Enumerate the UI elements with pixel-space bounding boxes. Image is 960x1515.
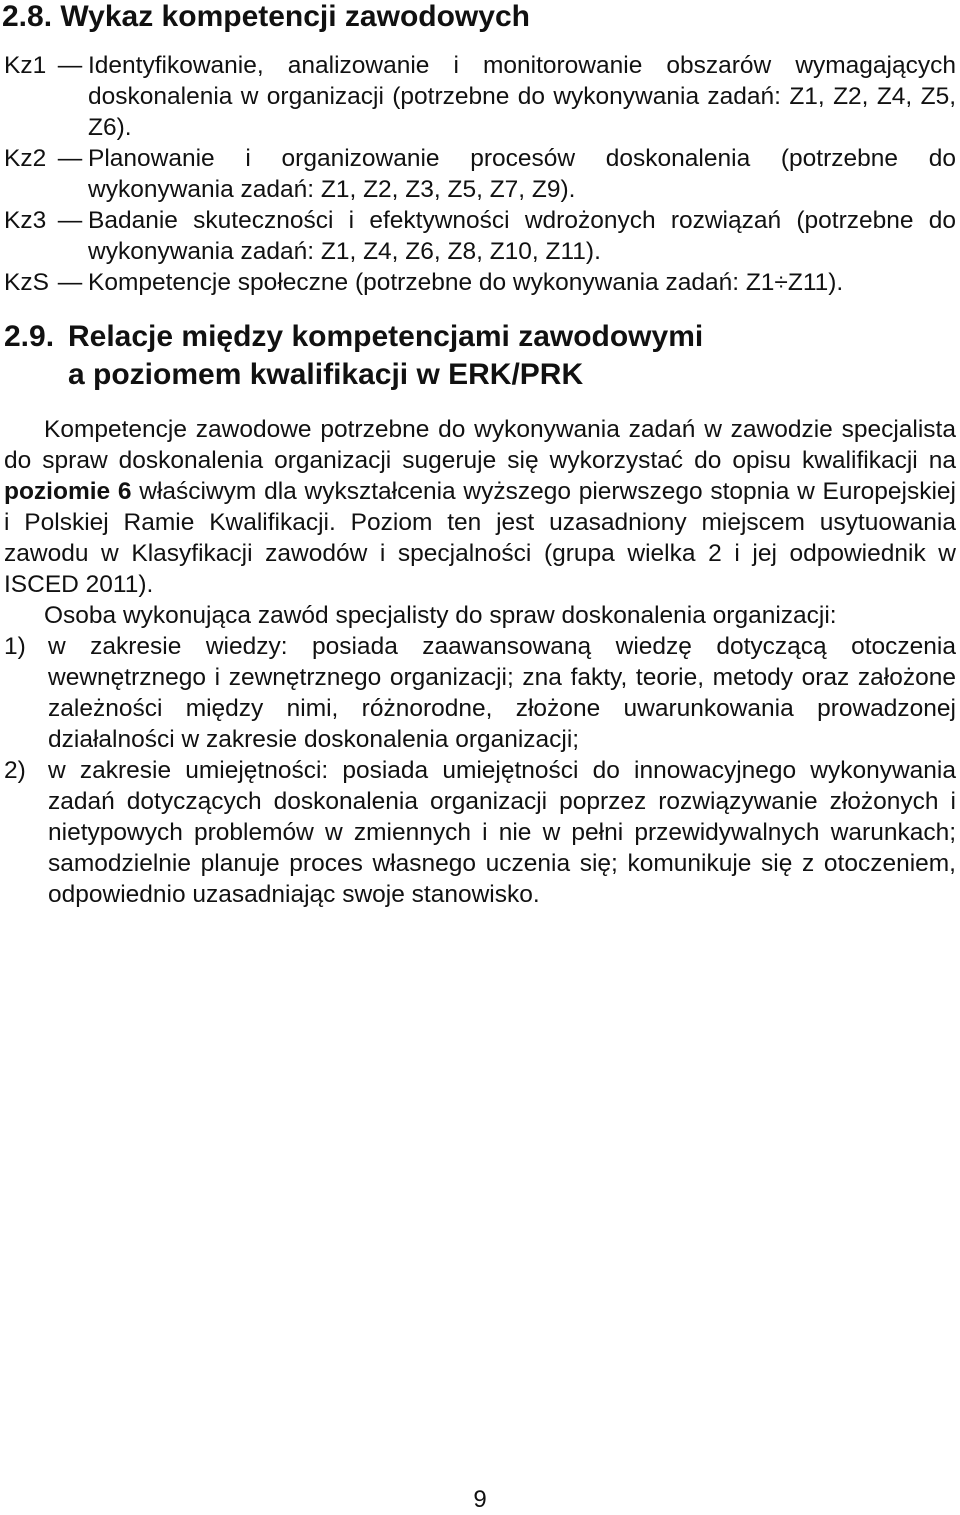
section-title-line2: a poziomem kwalifikacji w ERK/PRK bbox=[68, 358, 584, 391]
paragraph-qualification-level bbox=[4, 414, 956, 600]
competency-text: Identyfikowanie, analizowanie i monitorowanie obszarów wymagających doskonalenia w organizacji (potrzebne do wykonywania zadań: Z1, Z2, Z4, Z5, Z6). bbox=[88, 52, 956, 141]
dash: — bbox=[57, 145, 83, 172]
body-text bbox=[4, 414, 956, 910]
paragraph-text: właściwym dla wykształcenia wyższego pierwszego stopnia w Europejskiej i Polskiej Ramie Kwalifikacji. Poziom ten jest uzasadniony miejscem usytuowania zawodu w Klasyfikacji zawodów i specjalności (grupa wielka 2 i jej odpowiednik w ISCED 2011). bbox=[4, 478, 956, 598]
competency-code: Kz1 bbox=[4, 52, 47, 79]
section-heading-2-9 bbox=[4, 318, 954, 394]
list-number: 1) bbox=[4, 633, 26, 660]
list-text: w zakresie umiejętności: posiada umiejętności do innowacyjnego wykonywania zadań dotyczących doskonalenia organizacji poprzez rozwiązywanie złożonych i nietypowych problemów w zmiennych i nie w pełni przewidywalnych warunkach; samodzielnie planuje proces własnego uczenia się; komunikuje się z otoczeniem, odpowiednio uzasadniając swoje stanowisko. bbox=[48, 757, 956, 908]
competency-code: KzS bbox=[4, 269, 49, 296]
competency-code: Kz3 bbox=[4, 207, 47, 234]
section-number: 2.8. bbox=[2, 0, 53, 33]
dash: — bbox=[57, 52, 83, 79]
competency-item bbox=[4, 267, 956, 298]
list-item bbox=[4, 631, 956, 755]
section-number: 2.9. bbox=[4, 320, 55, 353]
section-heading-2-8 bbox=[2, 0, 530, 34]
numbered-list bbox=[4, 631, 956, 910]
competency-text: Planowanie i organizowanie procesów doskonalenia (potrzebne do wykonywania zadań: Z1, Z2, Z3, Z5, Z7, Z9). bbox=[88, 145, 956, 203]
dash: — bbox=[57, 207, 83, 234]
competency-text: Badanie skuteczności i efektywności wdrożonych rozwiązań (potrzebne do wykonywania zadań: Z1, Z4, Z6, Z8, Z10, Z11). bbox=[88, 207, 956, 265]
list-text: w zakresie wiedzy: posiada zaawansowaną wiedzę dotyczącą otoczenia wewnętrznego i zewnętrznego organizacji; zna fakty, teorie, metody oraz założone zależności między nimi, różnorodne, złożone uwarunkowania prowadzonej działalności w zakresie doskonalenia organizacji; bbox=[48, 633, 956, 753]
competency-text: Kompetencje społeczne (potrzebne do wykonywania zadań: Z1÷Z11). bbox=[88, 269, 844, 296]
competency-list bbox=[4, 50, 956, 298]
level-highlight: poziomie 6 bbox=[4, 478, 132, 505]
paragraph-intro: Osoba wykonująca zawód specjalisty do spraw doskonalenia organizacji: bbox=[44, 602, 837, 629]
section-title-line1: Relacje między kompetencjami zawodowymi bbox=[68, 320, 704, 353]
competency-item bbox=[4, 50, 956, 143]
dash: — bbox=[57, 269, 83, 296]
competency-item bbox=[4, 143, 956, 205]
section-title: Wykaz kompetencji zawodowych bbox=[60, 0, 530, 33]
page-number: 9 bbox=[473, 1486, 487, 1513]
paragraph-text: Kompetencje zawodowe potrzebne do wykonywania zadań w zawodzie specjalista do spraw doskonalenia organizacji sugeruje się wykorzystać do opisu kwalifikacji na bbox=[4, 416, 956, 474]
competency-item bbox=[4, 205, 956, 267]
competency-code: Kz2 bbox=[4, 145, 47, 172]
list-item bbox=[4, 755, 956, 910]
list-number: 2) bbox=[4, 757, 26, 784]
